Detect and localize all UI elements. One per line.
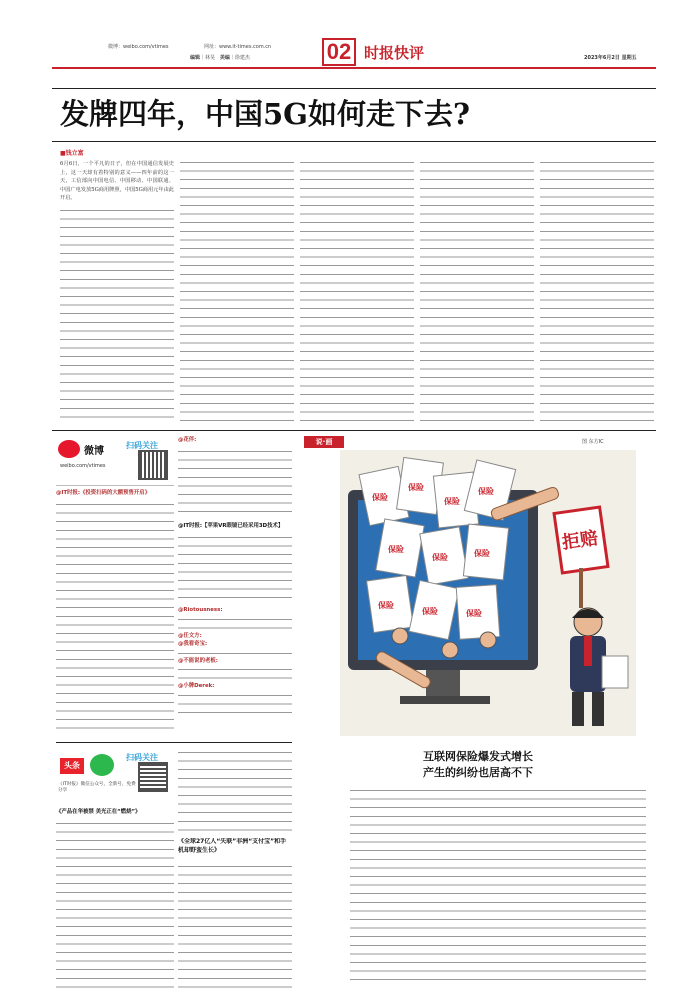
section-divider [52,430,656,431]
page-header [0,38,700,68]
editor-name: 林昊 [205,55,216,61]
weibo-box [56,436,174,486]
cartoon-title-line-1: 互联网保险爆发式增长 [423,750,533,763]
cartoon-svg [340,450,636,736]
middle-line-3 [178,665,292,682]
svg-text:保险: 保险 [466,609,482,618]
article-column-2 [180,158,294,422]
middle-posts-2 [178,533,292,603]
left-divider [56,742,292,743]
article-column-3 [300,158,414,422]
website-address: 网址：www.it-times.com.cn [204,44,272,50]
middle-posts-3 [178,748,292,834]
designer-label: 美编 [219,55,230,61]
weibo-scan-label: 扫码关注 [126,441,158,450]
wwdc-story-title: 《全球27亿人“失联”非洲“支付宝”和手机却野蛮生长》 [178,838,287,854]
weibo-posts [56,500,174,736]
page-number: 02 [322,38,356,66]
cartoon-credit: 图 东方IC [582,439,604,445]
cartoon-story-text [350,786,646,986]
svg-text:拒赔: 拒赔 [560,527,600,554]
middle-posts-4 [178,862,292,990]
header-rule [52,67,656,69]
editor-credit: 编辑｜林昊 美编｜徐建杰 [190,55,250,61]
wechat-first-story [56,808,174,818]
middle-first-name: @花伴: [178,437,197,443]
middle-posts-1 [178,447,292,519]
weibo-url: weibo.com/vtimes [60,463,106,469]
cartoon-image [340,450,636,736]
weibo-first-post [56,489,174,499]
svg-text:保险: 保险 [474,549,490,558]
wechat-qr-icon [138,762,168,792]
middle-line-1 [178,615,292,632]
byline: ■钱立富 [60,150,84,157]
svg-text:保险: 保险 [422,607,438,616]
monitor-base [400,696,490,704]
wwdc-story [178,838,292,858]
editor-label: 编辑 [190,55,201,61]
weibo-first-post-text: @IT时报:《投资扫码的大额预售开启》 [56,490,151,496]
wechat-first-story-text: 《产品在华被禁 美光正在“燃烧”》 [56,809,141,815]
svg-text:保险: 保险 [432,553,448,562]
wechat-scan-label: 扫码关注 [126,753,158,762]
section-name: 时报快评 [364,44,425,62]
designer-name: 徐建杰 [234,55,250,61]
svg-text:保险: 保险 [388,545,404,554]
cartoon-title-line-2: 产生的纠纷也居高不下 [423,766,533,779]
headline: 发牌四年，中国5G如何走下去? [60,97,470,131]
wechat-box [56,748,174,802]
wechat-caption: 《IT时报》微信公众号，全新号，免费分享 [58,782,136,793]
middle-name-4: @不能说的老板: [178,657,218,664]
middle-name-3: @我看奇宝: [178,641,208,648]
wechat-stories [56,819,174,990]
author-name: 钱立富 [65,150,84,157]
svg-text:保险: 保险 [372,493,388,502]
weibo-address: 微博：weibo.com/vtimes [108,44,169,50]
cartoon-panel [300,436,656,990]
vr-story [178,522,292,532]
cartoon-tag: 说·画 [304,436,344,448]
middle-line-2 [178,649,292,657]
middle-name-1: @Riotousness: [178,607,223,613]
weibo-logo: 微博 [84,446,104,457]
article-column-5 [540,158,654,422]
middle-line-4 [178,691,292,717]
weibo-qr-icon [138,450,168,480]
middle-name-2: @任文方: [178,632,202,639]
wechat-icon [90,754,114,776]
article-intro: 6月6日，一个平凡的日子，但在中国通信发展史上，这一天却有着特别的意义——四年前的这一天，工信部向中国电信、中国移动、中国联通、中国广电发放5G商用牌照，中国5G商用元年由此开启。 [60,161,174,202]
vr-story-title: @IT时报:【苹果VR眼镜已经采用3D技术】 [178,523,284,529]
article-column-1 [60,206,174,422]
svg-text:保险: 保险 [478,487,494,496]
monitor-stand [426,670,460,698]
middle-named-posts [178,606,292,736]
svg-text:保险: 保险 [378,601,394,610]
svg-text:保险: 保险 [408,483,424,492]
issue-date: 2023年6月2日 星期五 [584,55,637,61]
svg-text:保险: 保险 [444,497,460,506]
article-column-4 [420,158,534,422]
weibo-logo-icon [58,440,80,458]
toutiao-logo: 头条 [60,758,84,774]
middle-name-5: @小牌Derek: [178,683,215,690]
middle-first-post [178,436,292,446]
